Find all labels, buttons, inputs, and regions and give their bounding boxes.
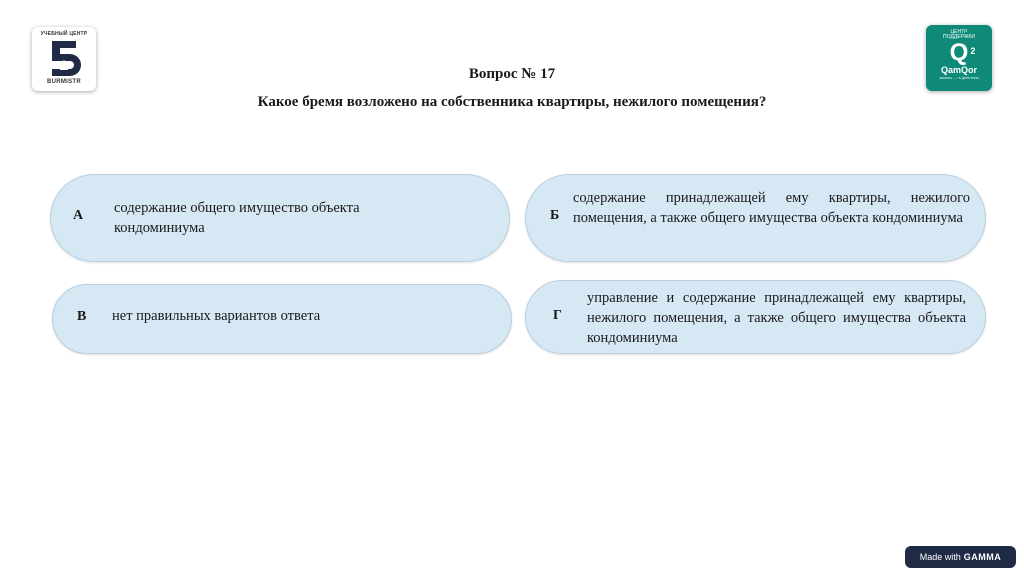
logo-top-text: УЧЕБНЫЙ ЦЕНТР (40, 31, 88, 37)
answer-letter: В (77, 309, 87, 324)
answer-option-g[interactable] (525, 280, 986, 354)
logo-tagline: законы — в действии (939, 75, 979, 80)
answer-text: содержание принадлежащей ему квартиры, нежилого помещения, а также общего имущества объекта кондоминиума (573, 190, 970, 226)
answer-letter: Б (550, 208, 560, 223)
answer-option-a[interactable] (50, 174, 510, 262)
q-superscript: 2 (970, 46, 976, 56)
answer-option-v[interactable] (52, 284, 512, 354)
answer-letter: А (73, 208, 84, 223)
question-text: Какое бремя возложено на собственника квартиры, нежилого помещения? (257, 94, 767, 110)
answer-letter: Г (553, 308, 562, 323)
question-title: Вопрос № 17 (468, 66, 556, 82)
answer-option-b[interactable] (525, 174, 986, 262)
answer-text: нет правильных вариантов ответа (112, 308, 321, 324)
logo-top-line-2: ПОДДЕРЖКИ (943, 34, 975, 40)
badge-brand: GAMMA (963, 552, 1002, 562)
answer-text: управление и содержание принадлежащей ему квартиры, нежилого помещения, а также общего имущества объекта кондоминиума (587, 290, 966, 346)
q-mark (949, 39, 976, 66)
logo-name: QamQor (940, 65, 977, 75)
answer-text: содержание общего имущество объекта кондоминиума (114, 200, 360, 236)
q-letter: Q (949, 39, 969, 66)
badge-prefix: Made with (919, 552, 961, 562)
made-with-gamma-badge[interactable] (905, 546, 1016, 568)
logo-top-line-1: ЦЕНТР (950, 29, 968, 35)
logo-bottom-text: BURMISTR (46, 79, 82, 85)
